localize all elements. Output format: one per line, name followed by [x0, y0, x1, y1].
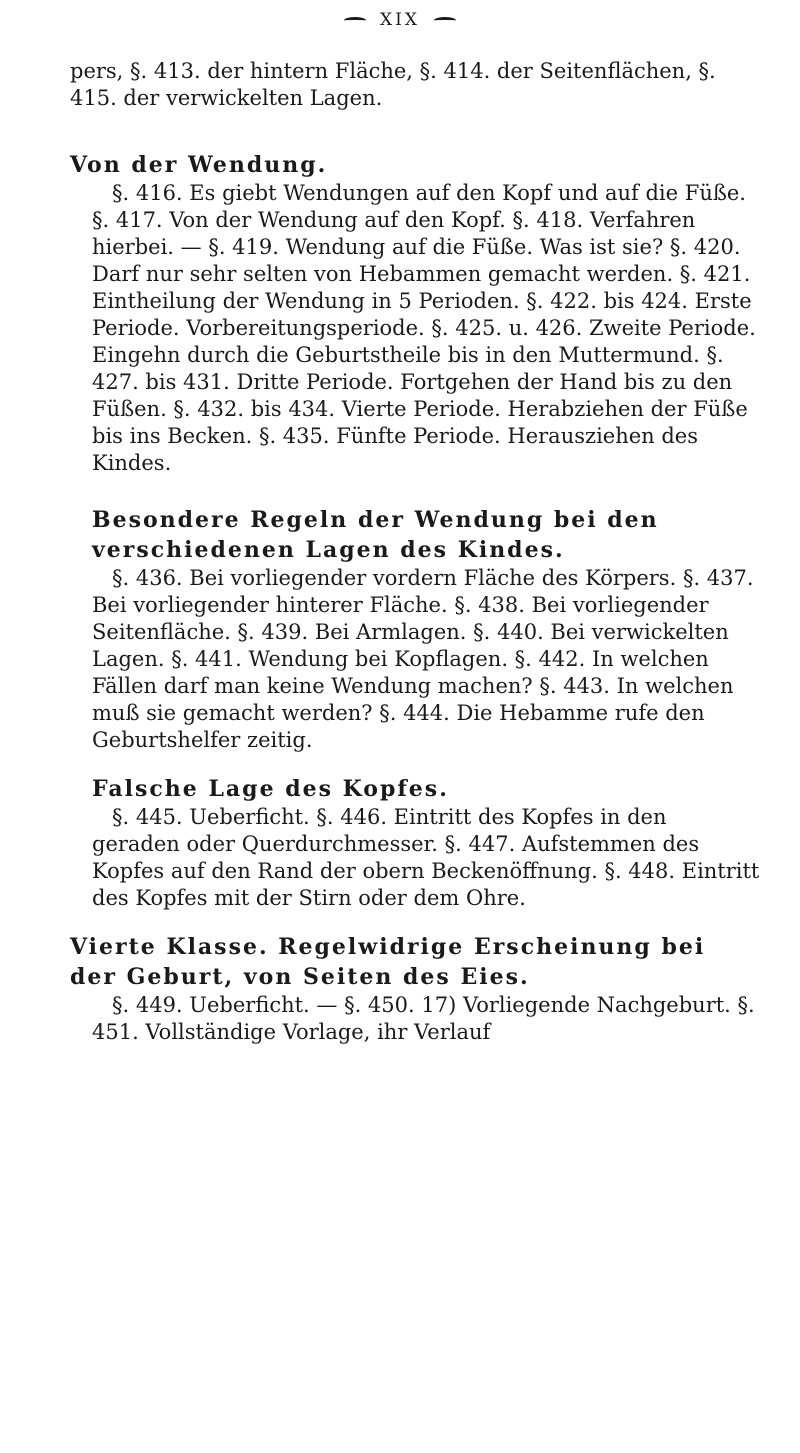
spacer	[92, 112, 760, 150]
section-heading: Vierte Klasse. Regelwidrige Erscheinung bei der Geburt, von Seiten des Eies.	[70, 934, 706, 990]
section-heading: Von der Wendung.	[70, 152, 328, 178]
ornament-right	[434, 17, 456, 24]
spacer	[92, 477, 760, 505]
paragraph: pers, §. 413. der hintern Fläche, §. 414. der Seitenflächen, §. 415. der verwickelten Lagen.	[70, 59, 716, 110]
page-number: XIX	[380, 10, 420, 30]
spacer	[92, 912, 760, 932]
page-header	[0, 10, 800, 30]
ornament-left	[344, 17, 366, 24]
paragraph: §. 436. Bei vorliegender vordern Fläche des Körpers. §. 437. Bei vorliegender hinterer Fläche. §. 438. Bei vorliegender Seitenfläche. §. 439. Bei Armlagen. §. 440. Bei verwickelten Lagen. §. 441. Wendung bei Kopflagen. §. 442. In welchen Fällen darf man keine Wendung machen? §. 443. In welchen muß sie gemacht werden? §. 444. Die Hebamme rufe den Geburtshelfer zeitig.	[92, 566, 754, 752]
paragraph: §. 449. Ueberficht. — §. 450. 17) Vorliegende Nachgeburt. §. 451. Vollständige Vorlage, ihr Verlauf	[92, 993, 755, 1044]
paragraph: §. 445. Ueberficht. §. 446. Eintritt des Kopfes in den geraden oder Querdurchmesser. §. 447. Aufstemmen des Kopfes auf den Rand der obern Beckenöffnung. §. 448. Eintritt des Kopfes mit der Stirn oder dem Ohre.	[92, 805, 760, 910]
spacer	[92, 754, 760, 774]
paragraph: §. 416. Es giebt Wendungen auf den Kopf und auf die Füße. §. 417. Von der Wendung auf den Kopf. §. 418. Verfahren hierbei. — §. 419. Wendung auf die Füße. Was ist sie? §. 420. Darf nur sehr selten von Hebammen gemacht werden. §. 421. Eintheilung der Wendung in 5 Perioden. §. 422. bis 424. Erste Periode. Vorbereitungsperiode. §. 425. u. 426. Zweite Periode. Eingehn durch die Geburtstheile bis in den Muttermund. §. 427. bis 431. Dritte Periode. Fortgehen der Hand bis zu den Füßen. §. 432. bis 434. Vierte Periode. Herabziehen der Füße bis ins Becken. §. 435. Fünfte Periode. Herausziehen des Kindes.	[92, 181, 756, 475]
page-content	[70, 58, 760, 1046]
section-heading: Besondere Regeln der Wendung bei den verschiedenen Lagen des Kindes.	[92, 507, 659, 563]
section-heading: Falsche Lage des Kopfes.	[92, 776, 449, 802]
